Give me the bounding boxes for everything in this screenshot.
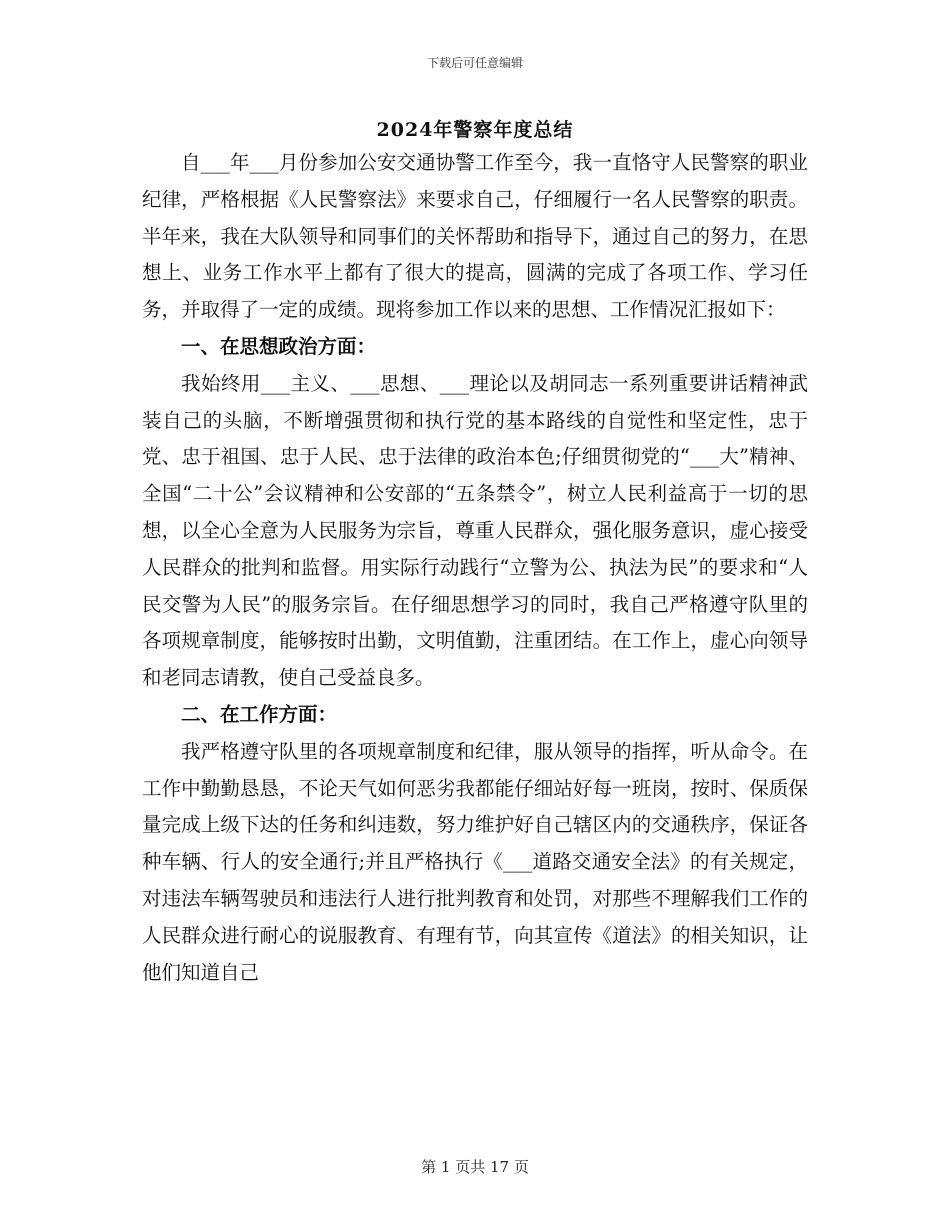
document-title: 2024年警察年度总结 xyxy=(376,119,574,141)
header-note: 下载后可任意编辑 xyxy=(426,56,523,70)
section-heading-political: 一、在思想政治方面： xyxy=(181,334,377,358)
paragraph-intro: 自___年___月份参加公安交通协警工作至今，我一直恪守人民警察的职业纪律，严格根据《人民警察法》来要求自己，仔细履行一名人民警察的职责。半年来，我在大队领导和同事们的关怀帮助和指导下，通过自己的努力，在思想上、业务工作水平上都有了很大的提高，圆满的完成了各项工作、学习任务，并取得了一定的成绩。现将参加工作以来的思想、工作情况汇报如下： xyxy=(142,151,808,322)
page-number: 第 1 页共 17 页 xyxy=(421,1158,529,1176)
section-heading-work: 二、在工作方面： xyxy=(181,702,338,726)
document-body xyxy=(142,145,808,991)
paragraph-work: 我严格遵守队里的各项规章制度和纪律，服从领导的指挥，听从命令。在工作中勤勤恳恳，不论天气如何恶劣我都能仔细站好每一班岗，按时、保质保量完成上级下达的任务和纠违数，努力维护好自己辖区内的交通秩序，保证各种车辆、行人的安全通行;并且严格执行《___道路交通安全法》的有关规定，对违法车辆驾驶员和违法行人进行批判教育和处罚，对那些不理解我们工作的人民群众进行耐心的说服教育、有理有节，向其宣传《道法》的相关知识，让他们知道自己 xyxy=(142,739,808,984)
paragraph-political: 我始终用___主义、___思想、___理论以及胡同志一系列重要讲话精神武装自己的头脑，不断增强贯彻和执行党的基本路线的自觉性和坚定性，忠于党、忠于祖国、忠于人民、忠于法律的政治本色;仔细贯彻党的“___大”精神、全国“二十公”会议精神和公安部的“五条禁令”，树立人民利益高于一切的思想，以全心全意为人民服务为宗旨，尊重人民群众，强化服务意识，虚心接受人民群众的批判和监督。用实际行动践行“立警为公、执法为民”的要求和“人民交警为人民”的服务宗旨。在仔细思想学习的同时，我自己严格遵守队里的各项规章制度，能够按时出勤，文明值勤，注重团结。在工作上，虚心向领导和老同志请教，使自己受益良多。 xyxy=(142,371,808,690)
